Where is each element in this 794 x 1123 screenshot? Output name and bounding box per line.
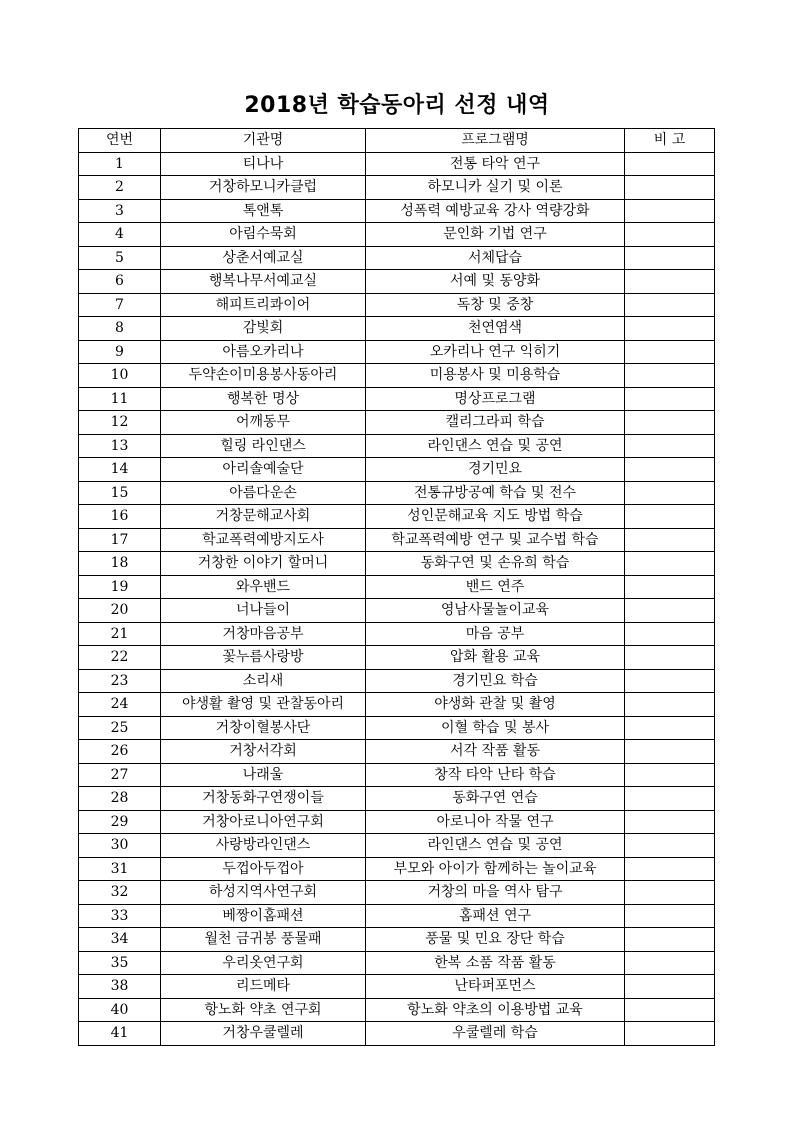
table-row	[79, 599, 715, 623]
cell-organization: 항노화 약초 연구회	[161, 998, 366, 1022]
cell-note	[625, 481, 715, 505]
table-row	[79, 1022, 715, 1046]
table-row	[79, 152, 715, 176]
cell-program: 동화구연 및 손유희 학습	[366, 552, 625, 576]
cell-organization: 거창아로니아연구회	[161, 810, 366, 834]
cell-program: 한복 소품 작품 활동	[366, 951, 625, 975]
cell-program: 미용봉사 및 미용학습	[366, 364, 625, 388]
cell-note	[625, 975, 715, 999]
cell-number: 33	[79, 904, 161, 928]
cell-organization: 베짱이홈패션	[161, 904, 366, 928]
table-row	[79, 505, 715, 529]
cell-program: 영남사물놀이교육	[366, 599, 625, 623]
header-program: 프로그램명	[366, 129, 625, 153]
cell-program: 거창의 마을 역사 탐구	[366, 881, 625, 905]
cell-number: 15	[79, 481, 161, 505]
cell-organization: 리드메타	[161, 975, 366, 999]
table-row	[79, 669, 715, 693]
cell-number: 23	[79, 669, 161, 693]
table-row	[79, 199, 715, 223]
cell-number: 6	[79, 270, 161, 294]
table-row	[79, 364, 715, 388]
cell-note	[625, 505, 715, 529]
cell-note	[625, 552, 715, 576]
cell-note	[625, 716, 715, 740]
cell-organization: 힐링 라인댄스	[161, 434, 366, 458]
cell-program: 우쿨렐레 학습	[366, 1022, 625, 1046]
cell-program: 풍물 및 민요 장단 학습	[366, 928, 625, 952]
cell-number: 10	[79, 364, 161, 388]
table-row	[79, 763, 715, 787]
cell-program: 서체답습	[366, 246, 625, 270]
table-row	[79, 740, 715, 764]
cell-organization: 행복나무서예교실	[161, 270, 366, 294]
cell-number: 14	[79, 458, 161, 482]
cell-program: 전통 타악 연구	[366, 152, 625, 176]
header-number: 연번	[79, 129, 161, 153]
table-row	[79, 246, 715, 270]
cell-program: 마음 공부	[366, 622, 625, 646]
cell-program: 야생화 관찰 및 촬영	[366, 693, 625, 717]
table-row	[79, 458, 715, 482]
table-row	[79, 646, 715, 670]
cell-number: 12	[79, 411, 161, 435]
cell-organization: 하성지역사연구회	[161, 881, 366, 905]
cell-organization: 아리솔예술단	[161, 458, 366, 482]
cell-note	[625, 928, 715, 952]
table-row	[79, 317, 715, 341]
cell-organization: 거창마음공부	[161, 622, 366, 646]
cell-number: 30	[79, 834, 161, 858]
cell-organization: 월천 금귀봉 풍물패	[161, 928, 366, 952]
cell-number: 24	[79, 693, 161, 717]
cell-note	[625, 434, 715, 458]
cell-number: 20	[79, 599, 161, 623]
cell-program: 성인문해교육 지도 방법 학습	[366, 505, 625, 529]
cell-number: 35	[79, 951, 161, 975]
cell-note	[625, 270, 715, 294]
cell-number: 22	[79, 646, 161, 670]
cell-organization: 행복한 명상	[161, 387, 366, 411]
cell-organization: 거창동화구연쟁이들	[161, 787, 366, 811]
cell-organization: 소리새	[161, 669, 366, 693]
cell-organization: 꽃누름사랑방	[161, 646, 366, 670]
cell-number: 25	[79, 716, 161, 740]
cell-program: 홈패션 연구	[366, 904, 625, 928]
cell-organization: 사랑방라인댄스	[161, 834, 366, 858]
cell-note	[625, 622, 715, 646]
table-row	[79, 693, 715, 717]
cell-note	[625, 646, 715, 670]
cell-organization: 우리옷연구회	[161, 951, 366, 975]
cell-note	[625, 1022, 715, 1046]
cell-note	[625, 340, 715, 364]
cell-number: 16	[79, 505, 161, 529]
table-row	[79, 387, 715, 411]
cell-number: 21	[79, 622, 161, 646]
cell-number: 7	[79, 293, 161, 317]
cell-program: 명상프로그램	[366, 387, 625, 411]
cell-program: 항노화 약초의 이용방법 교육	[366, 998, 625, 1022]
cell-note	[625, 458, 715, 482]
cell-organization: 거창하모니카클럽	[161, 176, 366, 200]
selection-table	[78, 128, 715, 1046]
cell-note	[625, 998, 715, 1022]
cell-number: 4	[79, 223, 161, 247]
cell-note	[625, 246, 715, 270]
cell-number: 26	[79, 740, 161, 764]
cell-organization: 상춘서예교실	[161, 246, 366, 270]
cell-number: 3	[79, 199, 161, 223]
table-row	[79, 834, 715, 858]
cell-program: 전통규방공예 학습 및 전수	[366, 481, 625, 505]
cell-note	[625, 787, 715, 811]
cell-number: 40	[79, 998, 161, 1022]
table-row	[79, 904, 715, 928]
cell-organization: 와우밴드	[161, 575, 366, 599]
cell-organization: 두껍아두껍아	[161, 857, 366, 881]
cell-organization: 학교폭력예방지도사	[161, 528, 366, 552]
cell-number: 13	[79, 434, 161, 458]
cell-organization: 거창우쿨렐레	[161, 1022, 366, 1046]
cell-organization: 아름다운손	[161, 481, 366, 505]
cell-number: 11	[79, 387, 161, 411]
table-row	[79, 975, 715, 999]
cell-note	[625, 387, 715, 411]
cell-note	[625, 152, 715, 176]
table-row	[79, 881, 715, 905]
cell-organization: 어깨동무	[161, 411, 366, 435]
cell-number: 27	[79, 763, 161, 787]
cell-organization: 너나들이	[161, 599, 366, 623]
cell-program: 밴드 연주	[366, 575, 625, 599]
cell-organization: 거창서각회	[161, 740, 366, 764]
cell-program: 창작 타악 난타 학습	[366, 763, 625, 787]
cell-note	[625, 763, 715, 787]
cell-organization: 두약손이미용봉사동아리	[161, 364, 366, 388]
cell-note	[625, 951, 715, 975]
cell-program: 경기민요	[366, 458, 625, 482]
table-row	[79, 787, 715, 811]
cell-number: 1	[79, 152, 161, 176]
cell-number: 19	[79, 575, 161, 599]
cell-organization: 아림수묵회	[161, 223, 366, 247]
cell-note	[625, 857, 715, 881]
cell-organization: 거창이혈봉사단	[161, 716, 366, 740]
cell-organization: 거창한 이야기 할머니	[161, 552, 366, 576]
table-row	[79, 857, 715, 881]
cell-program: 하모니카 실기 및 이론	[366, 176, 625, 200]
cell-organization: 감빛회	[161, 317, 366, 341]
cell-organization: 나래울	[161, 763, 366, 787]
header-note: 비 고	[625, 129, 715, 153]
cell-number: 34	[79, 928, 161, 952]
table-row	[79, 270, 715, 294]
table-row	[79, 340, 715, 364]
cell-program: 성폭력 예방교육 강사 역량강화	[366, 199, 625, 223]
table-row	[79, 575, 715, 599]
cell-program: 서각 작품 활동	[366, 740, 625, 764]
cell-number: 9	[79, 340, 161, 364]
table-row	[79, 810, 715, 834]
table-row	[79, 928, 715, 952]
cell-organization: 티나나	[161, 152, 366, 176]
cell-note	[625, 317, 715, 341]
cell-note	[625, 881, 715, 905]
table-row	[79, 528, 715, 552]
cell-note	[625, 834, 715, 858]
cell-number: 31	[79, 857, 161, 881]
cell-program: 오카리나 연구 익히기	[366, 340, 625, 364]
cell-note	[625, 293, 715, 317]
cell-note	[625, 575, 715, 599]
cell-program: 난타퍼포먼스	[366, 975, 625, 999]
table-row	[79, 481, 715, 505]
cell-number: 29	[79, 810, 161, 834]
cell-organization: 아름오카리나	[161, 340, 366, 364]
table-row	[79, 951, 715, 975]
table-header-row	[79, 129, 715, 153]
cell-note	[625, 810, 715, 834]
cell-note	[625, 740, 715, 764]
cell-note	[625, 599, 715, 623]
cell-note	[625, 411, 715, 435]
table-row	[79, 293, 715, 317]
cell-note	[625, 528, 715, 552]
cell-program: 독창 및 중창	[366, 293, 625, 317]
table-row	[79, 223, 715, 247]
cell-number: 41	[79, 1022, 161, 1046]
cell-program: 천연염색	[366, 317, 625, 341]
cell-note	[625, 669, 715, 693]
cell-number: 5	[79, 246, 161, 270]
cell-number: 18	[79, 552, 161, 576]
table-row	[79, 622, 715, 646]
table-body	[79, 152, 715, 1045]
cell-number: 8	[79, 317, 161, 341]
page-title: 2018년 학습동아리 선정 내역	[244, 93, 550, 118]
table-row	[79, 552, 715, 576]
cell-number: 38	[79, 975, 161, 999]
table-row	[79, 998, 715, 1022]
cell-number: 17	[79, 528, 161, 552]
cell-program: 서예 및 동양화	[366, 270, 625, 294]
cell-note	[625, 904, 715, 928]
cell-organization: 거창문해교사회	[161, 505, 366, 529]
table-row	[79, 176, 715, 200]
cell-program: 아로니아 작물 연구	[366, 810, 625, 834]
cell-program: 문인화 기법 연구	[366, 223, 625, 247]
cell-note	[625, 199, 715, 223]
cell-program: 경기민요 학습	[366, 669, 625, 693]
cell-program: 캘리그라피 학습	[366, 411, 625, 435]
cell-number: 28	[79, 787, 161, 811]
cell-program: 부모와 아이가 함께하는 놀이교육	[366, 857, 625, 881]
cell-organization: 해피트리콰이어	[161, 293, 366, 317]
cell-note	[625, 364, 715, 388]
cell-program: 라인댄스 연습 및 공연	[366, 834, 625, 858]
cell-number: 2	[79, 176, 161, 200]
cell-note	[625, 176, 715, 200]
table-row	[79, 434, 715, 458]
cell-program: 동화구연 연습	[366, 787, 625, 811]
cell-organization: 톡앤톡	[161, 199, 366, 223]
header-organization: 기관명	[161, 129, 366, 153]
cell-program: 이혈 학습 및 봉사	[366, 716, 625, 740]
cell-program: 학교폭력예방 연구 및 교수법 학습	[366, 528, 625, 552]
table-row	[79, 411, 715, 435]
table-row	[79, 716, 715, 740]
cell-program: 라인댄스 연습 및 공연	[366, 434, 625, 458]
cell-note	[625, 223, 715, 247]
cell-program: 압화 활용 교육	[366, 646, 625, 670]
cell-number: 32	[79, 881, 161, 905]
cell-organization: 야생활 촬영 및 관찰동아리	[161, 693, 366, 717]
cell-note	[625, 693, 715, 717]
